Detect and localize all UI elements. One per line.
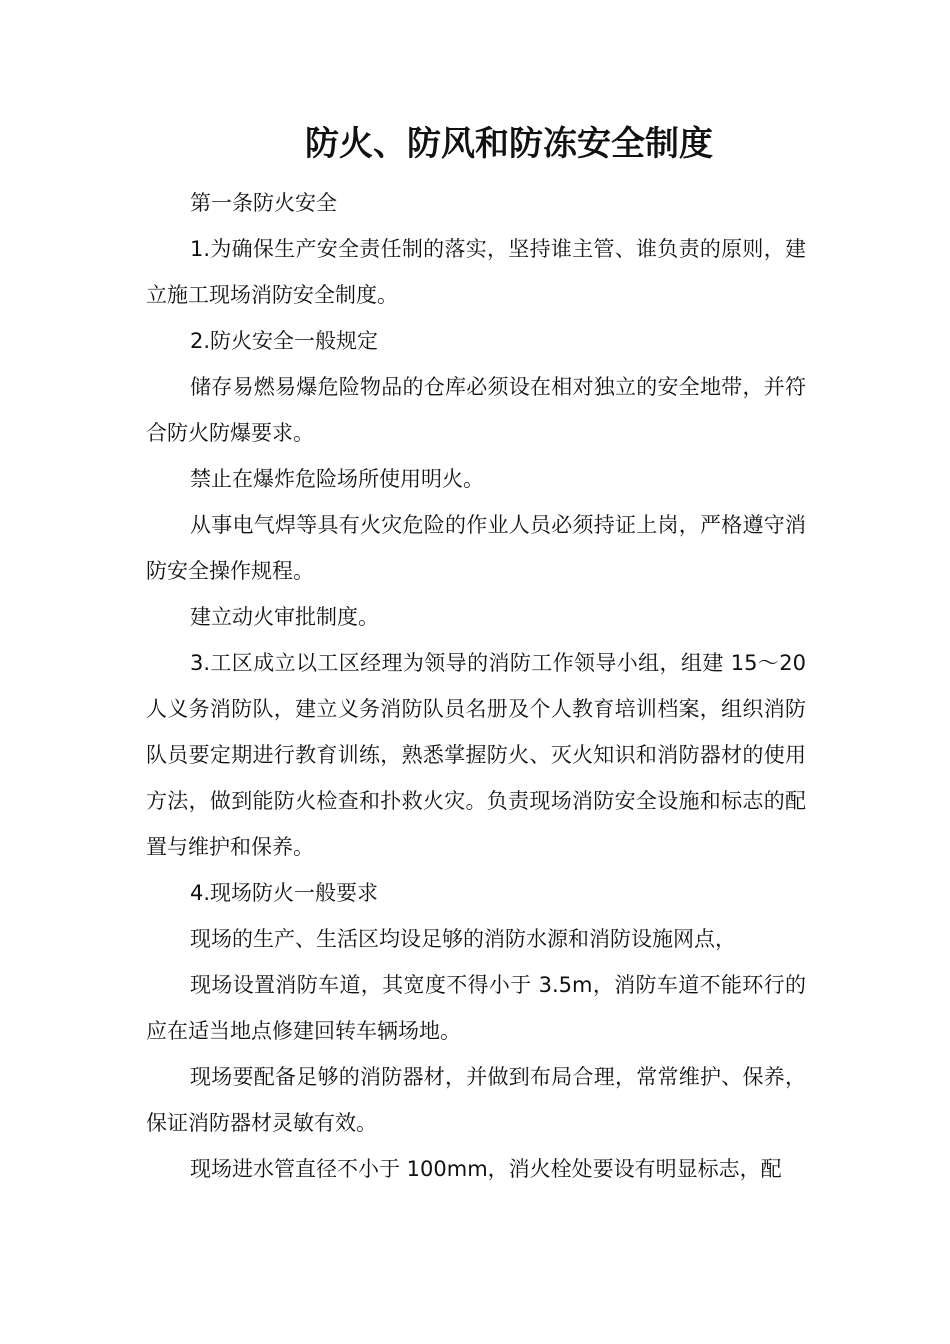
paragraph-6: 从事电气焊等具有火灾危险的作业人员必须持证上岗，严格遵守消防安全操作规程。 — [146, 513, 806, 583]
document-body — [146, 180, 806, 1192]
paragraph-7: 建立动火审批制度。 — [190, 605, 379, 629]
paragraph-9: 4.现场防火一般要求 — [190, 881, 379, 905]
paragraph-1: 第一条防火安全 — [190, 191, 337, 215]
paragraph-3: 2.防火安全一般规定 — [190, 329, 379, 353]
paragraph-4: 储存易燃易爆危险物品的仓库必须设在相对独立的安全地带，并符合防火防爆要求。 — [146, 375, 806, 445]
paragraph-10: 现场的生产、生活区均设足够的消防水源和消防设施网点， — [190, 927, 736, 951]
document-title: 防火、防风和防冻安全制度 — [305, 124, 713, 164]
paragraph-5: 禁止在爆炸危险场所使用明火。 — [190, 467, 484, 491]
paragraph-11: 现场设置消防车道，其宽度不得小于 3.5m，消防车道不能环行的应在适当地点修建回转车辆场地。 — [146, 973, 806, 1043]
paragraph-8: 3.工区成立以工区经理为领导的消防工作领导小组，组建 15～20 人义务消防队，建立义务消防队员名册及个人教育培训档案，组织消防队员要定期进行教育训练，熟悉掌握防火、灭火知识和消防器材的使用方法，做到能防火检查和扑救火灾。负责现场消防安全设施和标志的配置与维护和保养。 — [146, 651, 806, 859]
paragraph-12: 现场要配备足够的消防器材，并做到布局合理，常常维护、保养，保证消防器材灵敏有效。 — [146, 1065, 806, 1135]
paragraph-13: 现场进水管直径不小于 100mm，消火栓处要设有明显标志，配 — [190, 1157, 782, 1181]
paragraph-2: 1.为确保生产安全责任制的落实，坚持谁主管、谁负责的原则，建立施工现场消防安全制度。 — [146, 237, 806, 307]
